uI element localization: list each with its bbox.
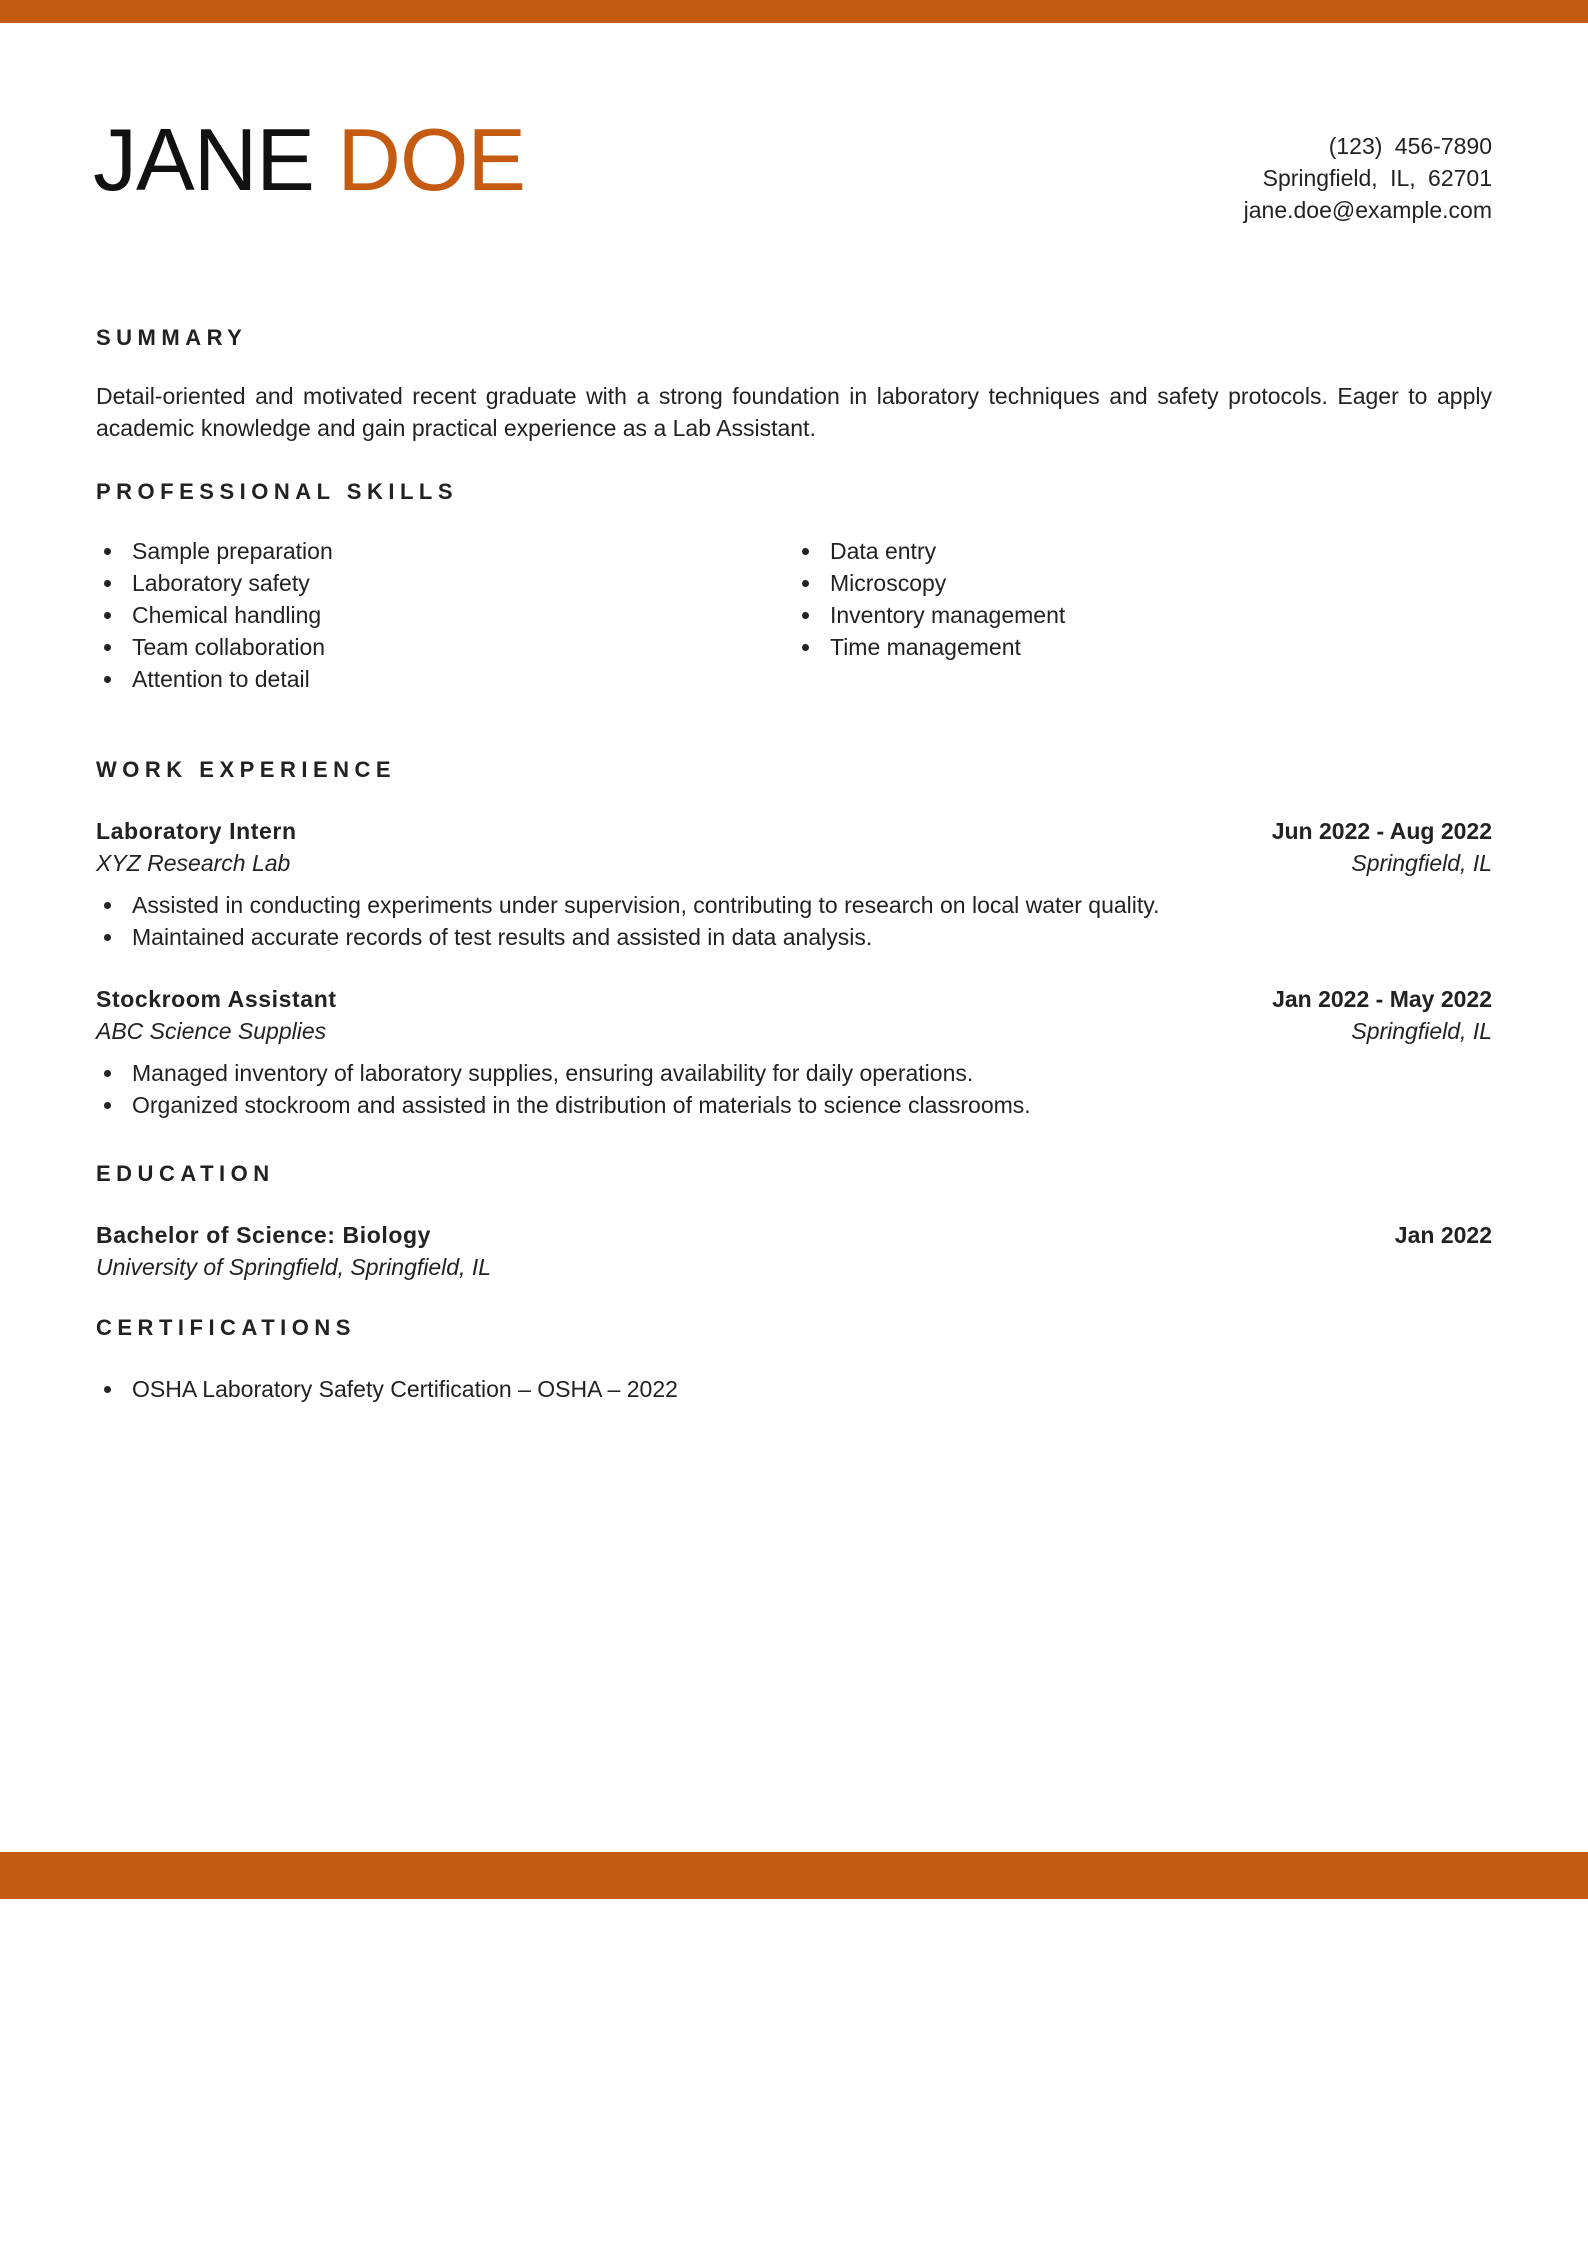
list-item: OSHA Laboratory Safety Certification – OSHA – 2022 — [96, 1373, 1492, 1405]
list-item: Assisted in conducting experiments under supervision, contributing to research on local water quality. — [96, 889, 1492, 921]
list-item: Chemical handling — [96, 599, 776, 631]
section-title-certifications: CERTIFICATIONS — [96, 1315, 356, 1340]
list-item: Managed inventory of laboratory supplies, ensuring availability for daily operations. — [96, 1057, 1492, 1089]
section-title-summary: SUMMARY — [96, 325, 248, 350]
skills-list-right — [794, 535, 1474, 663]
degree-title: Bachelor of Science: Biology — [96, 1222, 432, 1248]
candidate-name — [93, 110, 525, 210]
job-location: Springfield, IL — [1351, 1018, 1492, 1044]
section-title-education: EDUCATION — [96, 1161, 275, 1186]
list-item: Organized stockroom and assisted in the distribution of materials to science classrooms. — [96, 1089, 1492, 1121]
job-title: Laboratory Intern — [96, 818, 297, 844]
job-entry — [96, 815, 1492, 953]
contact-phone: (123) 456-7890 — [1328, 133, 1492, 159]
job-location: Springfield, IL — [1351, 850, 1492, 876]
job-dates: Jun 2022 - Aug 2022 — [1271, 818, 1492, 844]
job-bullets — [96, 1057, 1492, 1121]
list-item: Microscopy — [794, 567, 1474, 599]
education-date: Jan 2022 — [1394, 1222, 1492, 1248]
list-item: Inventory management — [794, 599, 1474, 631]
resume-header — [93, 110, 1492, 230]
list-item: Attention to detail — [96, 663, 776, 695]
section-title-experience: WORK EXPERIENCE — [96, 757, 397, 782]
job-organization: XYZ Research Lab — [96, 850, 291, 876]
top-accent-bar — [0, 0, 1588, 23]
summary-text: Detail-oriented and motivated recent graduate with a strong foundation in laboratory techniques and safety protocols. Eager to apply academic knowledge and gain practical experience as a Lab Assistant. — [96, 383, 1492, 441]
list-item: Data entry — [794, 535, 1474, 567]
job-entry — [96, 983, 1492, 1121]
contact-info — [1244, 130, 1492, 226]
contact-email[interactable]: jane.doe@example.com — [1243, 197, 1492, 223]
last-name: DOE — [337, 110, 526, 209]
bottom-accent-bar — [0, 1852, 1588, 1899]
skills-list-left — [96, 535, 776, 695]
section-title-skills: PROFESSIONAL SKILLS — [96, 479, 459, 504]
list-item: Team collaboration — [96, 631, 776, 663]
job-dates: Jan 2022 - May 2022 — [1272, 986, 1492, 1012]
list-item: Maintained accurate records of test results and assisted in data analysis. — [96, 921, 1492, 953]
contact-address: Springfield, IL, 62701 — [1262, 165, 1492, 191]
first-name: JANE — [93, 110, 314, 209]
job-organization: ABC Science Supplies — [96, 1018, 327, 1044]
certifications-list — [96, 1373, 1492, 1405]
list-item: Laboratory safety — [96, 567, 776, 599]
education-entry — [96, 1219, 1492, 1283]
list-item: Time management — [794, 631, 1474, 663]
school-name: University of Springfield, Springfield, IL — [96, 1254, 492, 1280]
list-item: Sample preparation — [96, 535, 776, 567]
job-title: Stockroom Assistant — [96, 986, 337, 1012]
job-bullets — [96, 889, 1492, 953]
